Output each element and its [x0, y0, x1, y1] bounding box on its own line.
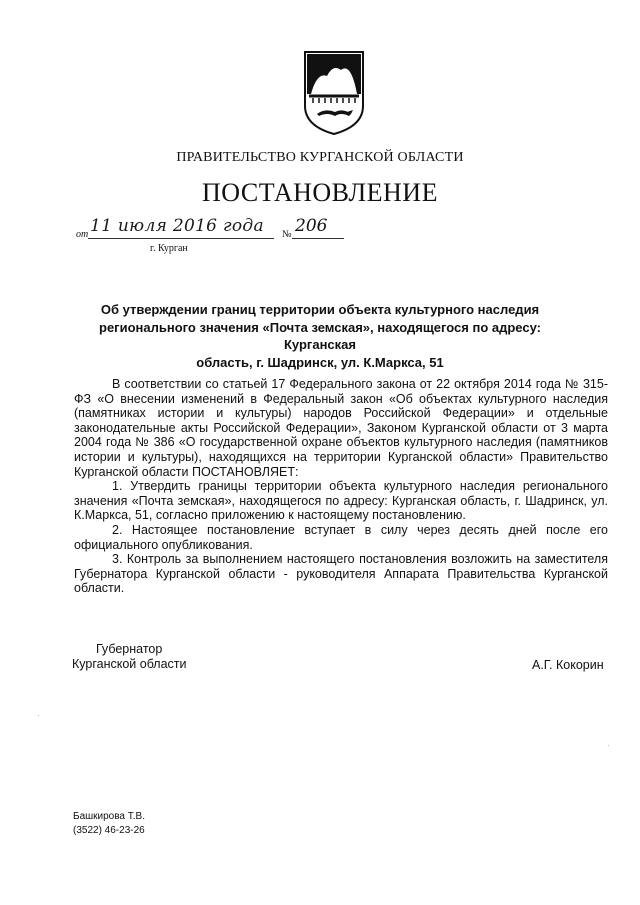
coat-of-arms-icon [303, 50, 365, 136]
number-prefix: № [282, 229, 292, 240]
scan-speck [608, 745, 609, 746]
executor-phone: (3522) 46-23-26 [73, 825, 145, 836]
city-label: г. Курган [150, 243, 188, 254]
government-name: ПРАВИТЕЛЬСТВО КУРГАНСКОЙ ОБЛАСТИ [176, 150, 464, 165]
position-line: Курганской области [72, 657, 187, 671]
signatory-position [72, 642, 187, 672]
signatory-name: А.Г. Кокорин [532, 658, 604, 672]
handwritten-number: 206 [295, 216, 328, 236]
scan-speck [38, 715, 39, 716]
subject-line: область, г. Шадринск, ул. К.Маркса, 51 [196, 354, 444, 370]
subject-line: регионального значения «Почта земская», находящегося по адресу: Курганская [99, 319, 541, 352]
resolution-item-3: 3. Контроль за выполнением настоящего постановления возложить на заместителя Губернатора Курганской области - руководителя Аппарата Правительства Курганской области. [74, 552, 608, 596]
preamble-paragraph: В соответствии со статьей 17 Федерального закона от 22 октября 2014 года № 315-ФЗ «О внесении изменений в Федеральный закон «Об объектах культурного наследия (памятниках истории и культуры) народов Российской Федерации» и отдельные законодательные акты Российской Федерации», Законом Курганской области от 3 марта 2004 года № 386 «О государственной охране объектов культурного наследия (памятников истории и культуры), находящихся на территории Курганской области» Правительство Курганской области ПОСТАНОВЛЯЕТ: [74, 377, 608, 479]
position-line: Губернатор [96, 642, 163, 656]
executor-info [73, 810, 145, 838]
handwritten-date: 11 июля 2016 года [90, 216, 264, 236]
subject-line: Об утверждении границ территории объекта культурного наследия [100, 302, 540, 317]
document-type-title: ПОСТАНОВЛЕНИЕ [202, 178, 438, 207]
resolution-item-2: 2. Настоящее постановление вступает в силу через десять дней после его официального опубликования. [74, 522, 608, 552]
resolution-item-1: 1. Утвердить границы территории объекта культурного наследия регионального значения «Почта земская», находящегося по адресу: Курганская область, г. Шадринск, ул. К.Маркса, 51, согласно приложению к настоящему постановлению. [74, 479, 608, 523]
executor-name: Башкирова Т.В. [73, 811, 145, 822]
number-underline [292, 238, 344, 239]
date-underline [88, 238, 274, 239]
date-prefix: от [76, 229, 89, 240]
document-subject [72, 301, 568, 371]
document-body [74, 377, 608, 596]
